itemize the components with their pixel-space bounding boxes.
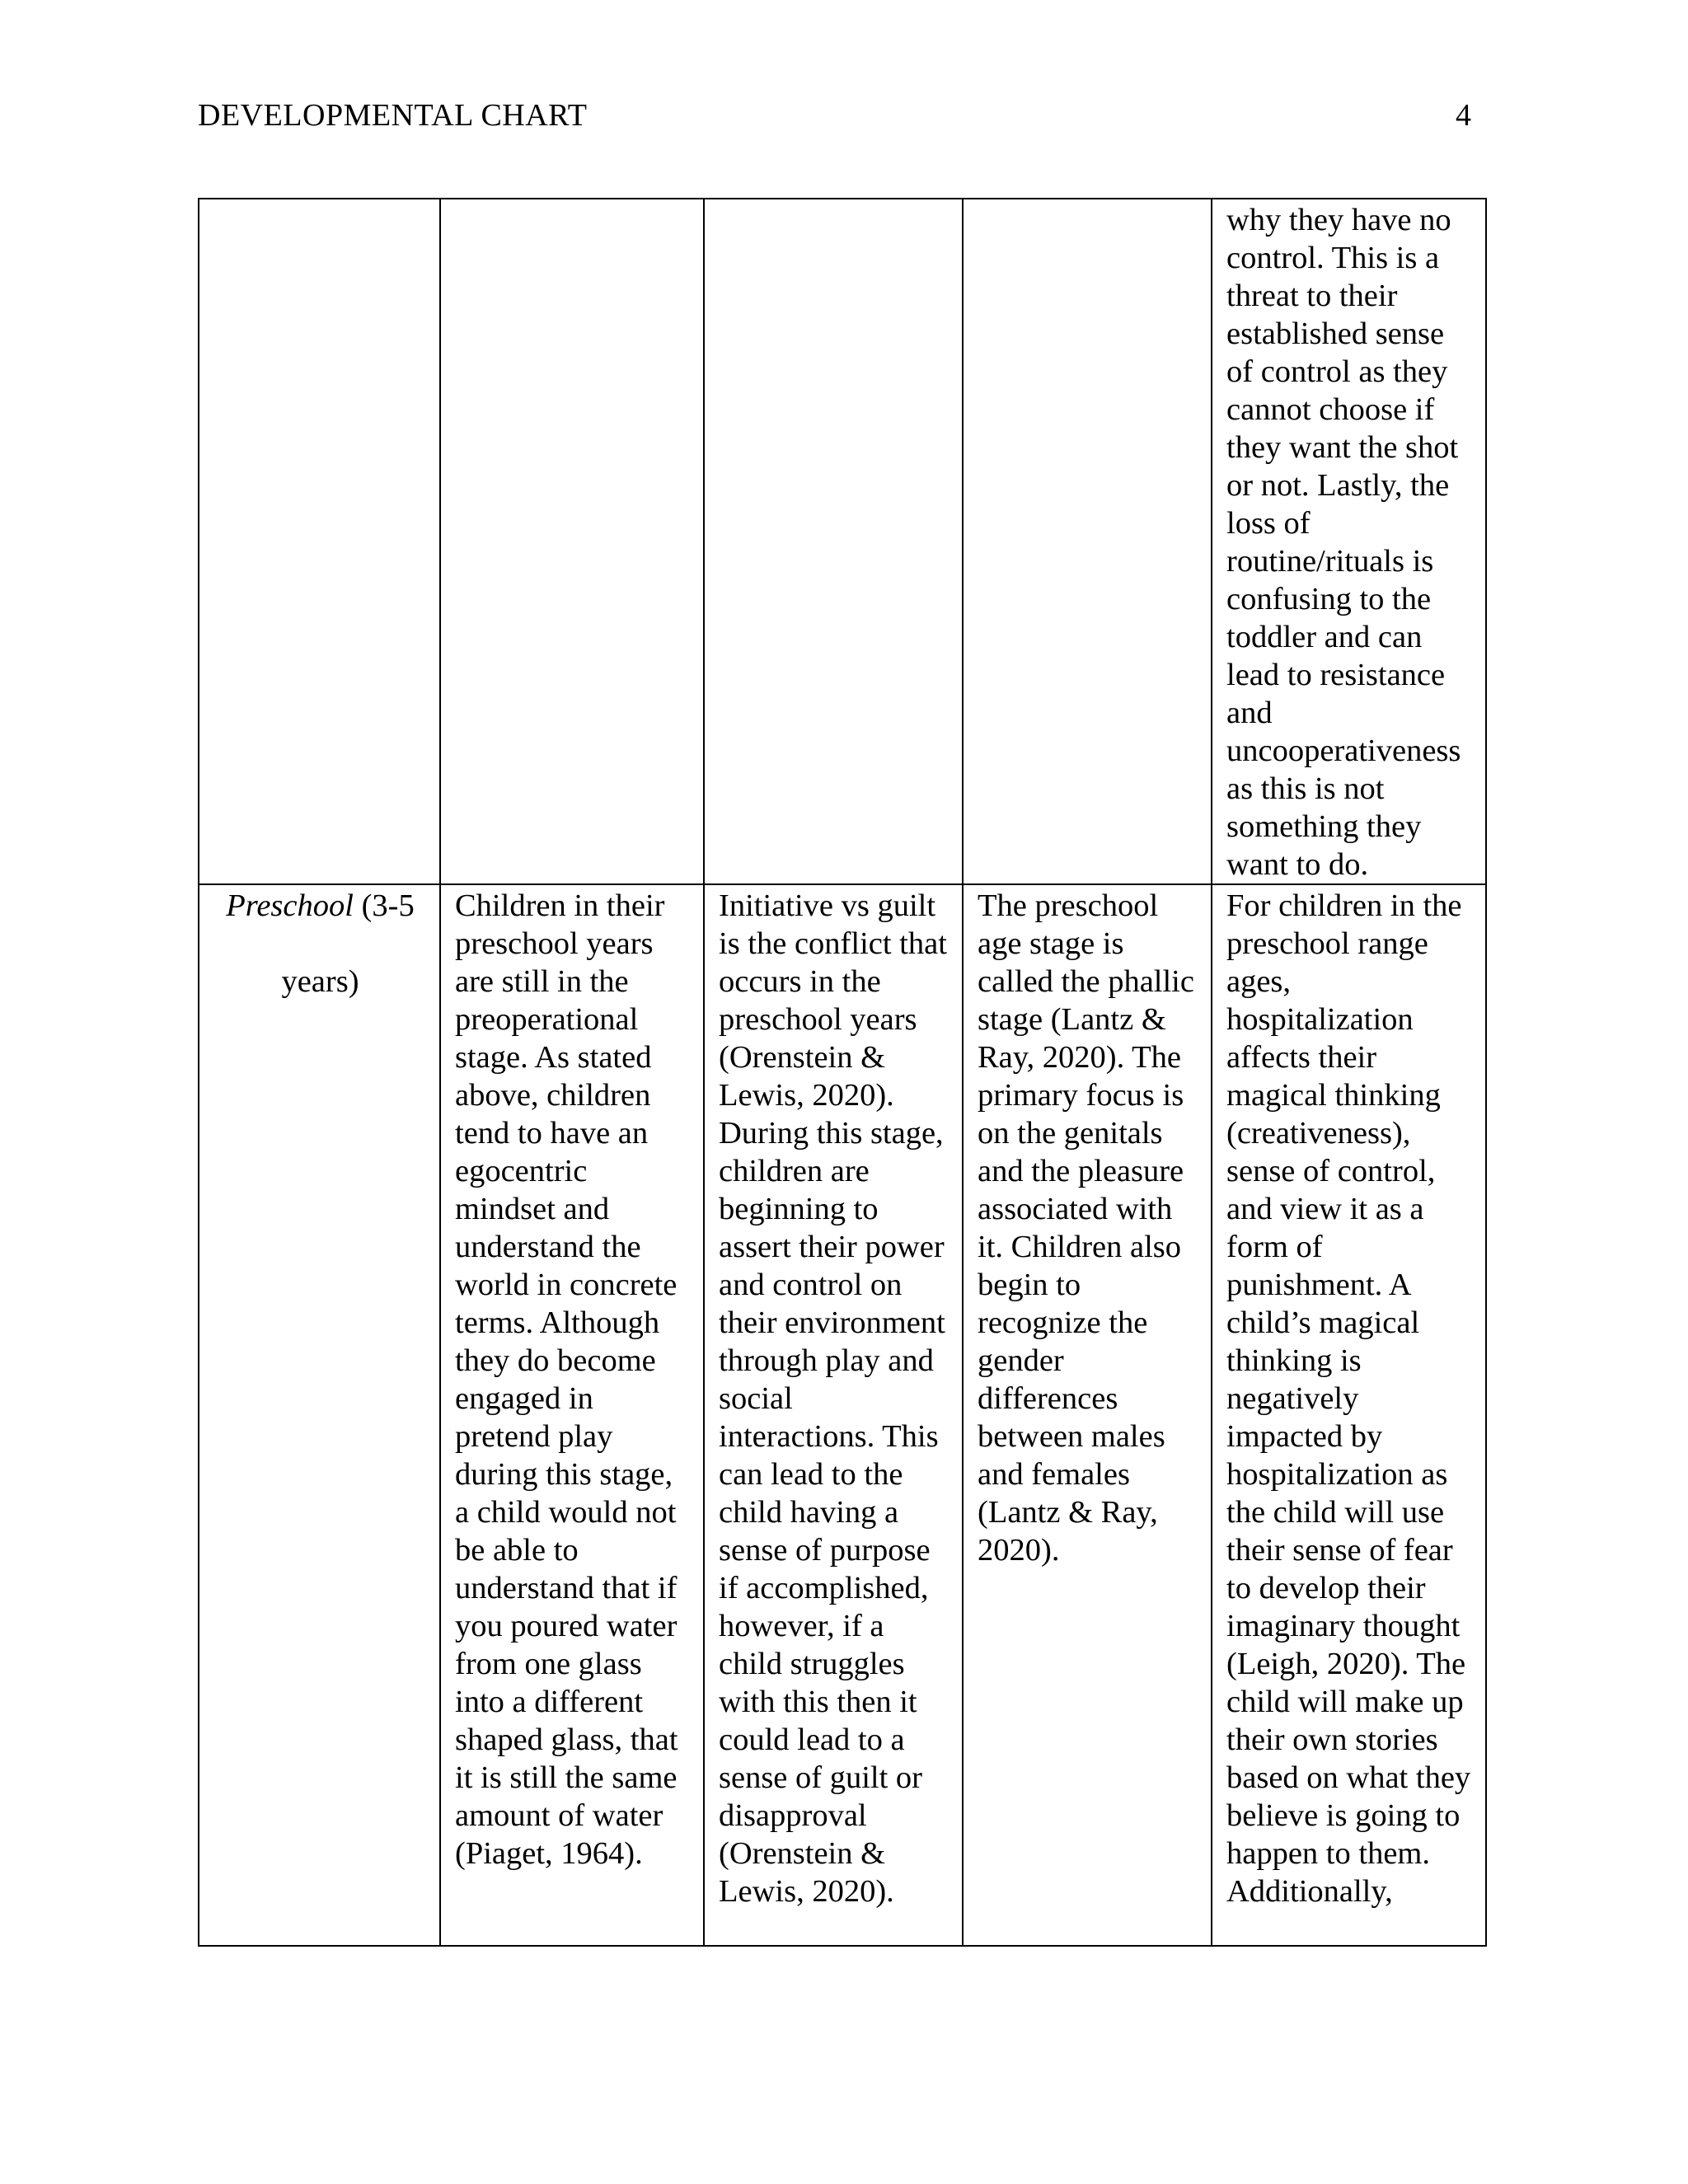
cell-psychosexual-preschool: The preschool age stage is called the phallic stage (Lantz & Ray, 2020). The primary focus is on the genitals and the pleasure associated with it. Children also begin to recognize the gender differences between males and females (Lantz & Ray, 2020). — [963, 884, 1212, 1946]
cell-hospitalization-preschool: For children in the preschool range ages, hospitalization affects their magical thinking (creativeness), sense of control, and view it as a form of punishment. A child’s magical thinking is negatively impacted by hospitalization as the child will use their sense of fear to develop their imaginary thought (Leigh, 2020). The child will make up their own stories based on what they believe is going to happen to them. Additionally, — [1212, 884, 1486, 1946]
table-row-continued — [199, 199, 1486, 884]
cell-stage-empty — [199, 199, 440, 884]
cell-cognitive-empty — [440, 199, 704, 884]
cell-psychosexual-empty — [963, 199, 1212, 884]
cell-cognitive-preschool: Children in their preschool years are still in the preoperational stage. As stated above, children tend to have an egocentric mindset and understand the world in concrete terms. Although they do become engaged in pretend play during this stage, a child would not be able to understand that if you poured water from one glass into a different shaped glass, that it is still the same amount of water (Piaget, 1964). — [440, 884, 704, 1946]
cell-psychosocial-preschool: Initiative vs guilt is the conflict that occurs in the preschool years (Orenstein & Lewis, 2020). During this stage, children are beginning to assert their power and control on their environment through play and social interactions. This can lead to the child having a sense of purpose if accomplished, however, if a child struggles with this then it could lead to a sense of guilt or disapproval (Orenstein & Lewis, 2020). — [704, 884, 963, 1946]
page-number: 4 — [1456, 98, 1471, 133]
table-row-preschool — [199, 884, 1486, 1946]
stage-name: Preschool — [226, 888, 354, 923]
developmental-chart-table — [198, 198, 1487, 1947]
cell-hospitalization-continued: why they have no control. This is a threat to their established sense of control as they cannot choose if they want the shot or not. Lastly, the loss of routine/rituals is confusing to the toddler and can lead to resistance and uncooperativeness as this is not something they want to do. — [1212, 199, 1486, 884]
cell-psychosocial-empty — [704, 199, 963, 884]
stage-age-part2: years) — [281, 964, 359, 999]
cell-stage-preschool — [199, 884, 440, 1946]
stage-age-part1: (3-5 — [361, 888, 415, 923]
running-head: DEVELOPMENTAL CHART — [198, 98, 588, 133]
